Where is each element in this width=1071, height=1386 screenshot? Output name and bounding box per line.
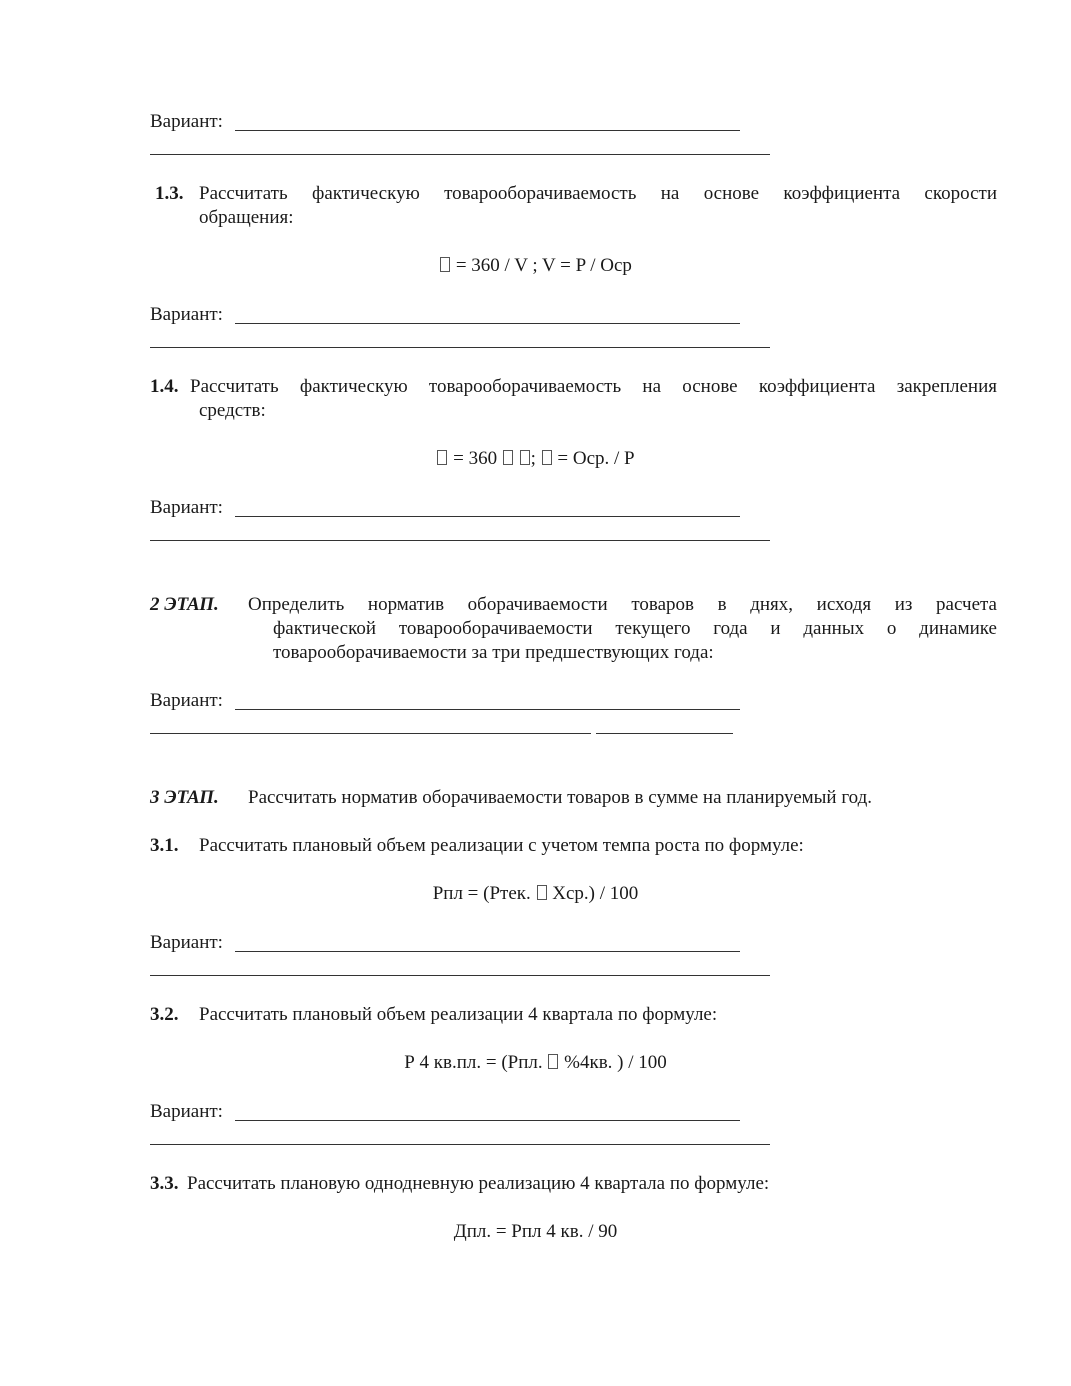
formula-text: ; bbox=[530, 448, 536, 469]
variant-answer-line[interactable] bbox=[235, 130, 740, 131]
section-number: 3.2. bbox=[150, 1004, 179, 1025]
section-text: Рассчитать плановый объем реализации с учетом темпа роста по формуле: bbox=[199, 835, 804, 856]
variant-label: Вариант: bbox=[150, 1101, 223, 1122]
formula bbox=[0, 1051, 1071, 1075]
formula bbox=[0, 254, 1071, 278]
answer-line[interactable] bbox=[150, 1144, 770, 1145]
formula-text: = 360 bbox=[453, 448, 498, 469]
answer-line[interactable] bbox=[150, 975, 770, 976]
variant-answer-line[interactable] bbox=[235, 951, 740, 952]
section-text: Рассчитать плановый объем реализации 4 квартала по формуле: bbox=[199, 1004, 718, 1025]
missing-glyph-icon bbox=[542, 450, 552, 465]
formula bbox=[0, 882, 1071, 906]
formula-text: Р 4 кв.пл. = (Рпл. bbox=[404, 1052, 543, 1073]
missing-glyph-icon bbox=[548, 1054, 558, 1069]
formula-text: = 360 / V ; V = P / Оср bbox=[455, 255, 632, 276]
variant-answer-line[interactable] bbox=[235, 709, 740, 710]
formula bbox=[0, 1220, 1071, 1244]
variant-label: Вариант: bbox=[150, 932, 223, 953]
stage-text: Рассчитать норматив оборачиваемости товаров в сумме на планируемый год. bbox=[248, 787, 873, 808]
formula-text: %4кв. ) / 100 bbox=[564, 1052, 667, 1073]
stage-text bbox=[248, 593, 997, 665]
section-number: 3.3. bbox=[150, 1173, 179, 1194]
variant-label: Вариант: bbox=[150, 111, 223, 132]
missing-glyph-icon bbox=[440, 257, 450, 272]
missing-glyph-icon bbox=[503, 450, 513, 465]
missing-glyph-icon bbox=[437, 450, 447, 465]
formula-text: Дпл. = Рпл 4 кв. / 90 bbox=[453, 1221, 618, 1242]
text-line: Рассчитать фактическую товарооборачиваемость на основе коэффициента закрепления bbox=[190, 376, 997, 397]
text-line: товарооборачиваемости за три предшествующих года: bbox=[273, 642, 714, 663]
text-line: средств: bbox=[199, 400, 266, 421]
variant-answer-line[interactable] bbox=[235, 516, 740, 517]
formula-text: Хср.) / 100 bbox=[552, 883, 639, 904]
formula-text: = Оср. / Р bbox=[557, 448, 635, 469]
stage-title: 3 ЭТАП. bbox=[150, 787, 219, 808]
missing-glyph-icon bbox=[537, 885, 547, 900]
text-line: фактической товарооборачиваемости текущего года и данных о динамике bbox=[273, 618, 997, 639]
stage-title: 2 ЭТАП. bbox=[150, 594, 219, 615]
answer-line[interactable] bbox=[150, 347, 770, 348]
section-text bbox=[199, 182, 997, 230]
variant-label: Вариант: bbox=[150, 690, 223, 711]
variant-answer-line[interactable] bbox=[235, 323, 740, 324]
formula-text: Рпл = (Ртек. bbox=[432, 883, 531, 904]
variant-label: Вариант: bbox=[150, 497, 223, 518]
answer-line[interactable] bbox=[150, 733, 591, 734]
answer-line[interactable] bbox=[150, 154, 770, 155]
section-text bbox=[190, 375, 997, 423]
formula bbox=[0, 447, 1071, 471]
answer-line[interactable] bbox=[150, 540, 770, 541]
variant-label: Вариант: bbox=[150, 304, 223, 325]
missing-glyph-icon bbox=[520, 450, 530, 465]
text-line: обращения: bbox=[199, 207, 294, 228]
section-number: 3.1. bbox=[150, 835, 179, 856]
answer-line[interactable] bbox=[596, 733, 733, 734]
variant-answer-line[interactable] bbox=[235, 1120, 740, 1121]
section-number: 1.3. bbox=[155, 183, 184, 204]
section-text: Рассчитать плановую однодневную реализацию 4 квартала по формуле: bbox=[187, 1173, 770, 1194]
text-line: Определить норматив оборачиваемости товаров в днях, исходя из расчета bbox=[248, 594, 997, 615]
text-line: Рассчитать фактическую товарооборачиваемость на основе коэффициента скорости bbox=[199, 183, 997, 204]
section-number: 1.4. bbox=[150, 376, 179, 397]
